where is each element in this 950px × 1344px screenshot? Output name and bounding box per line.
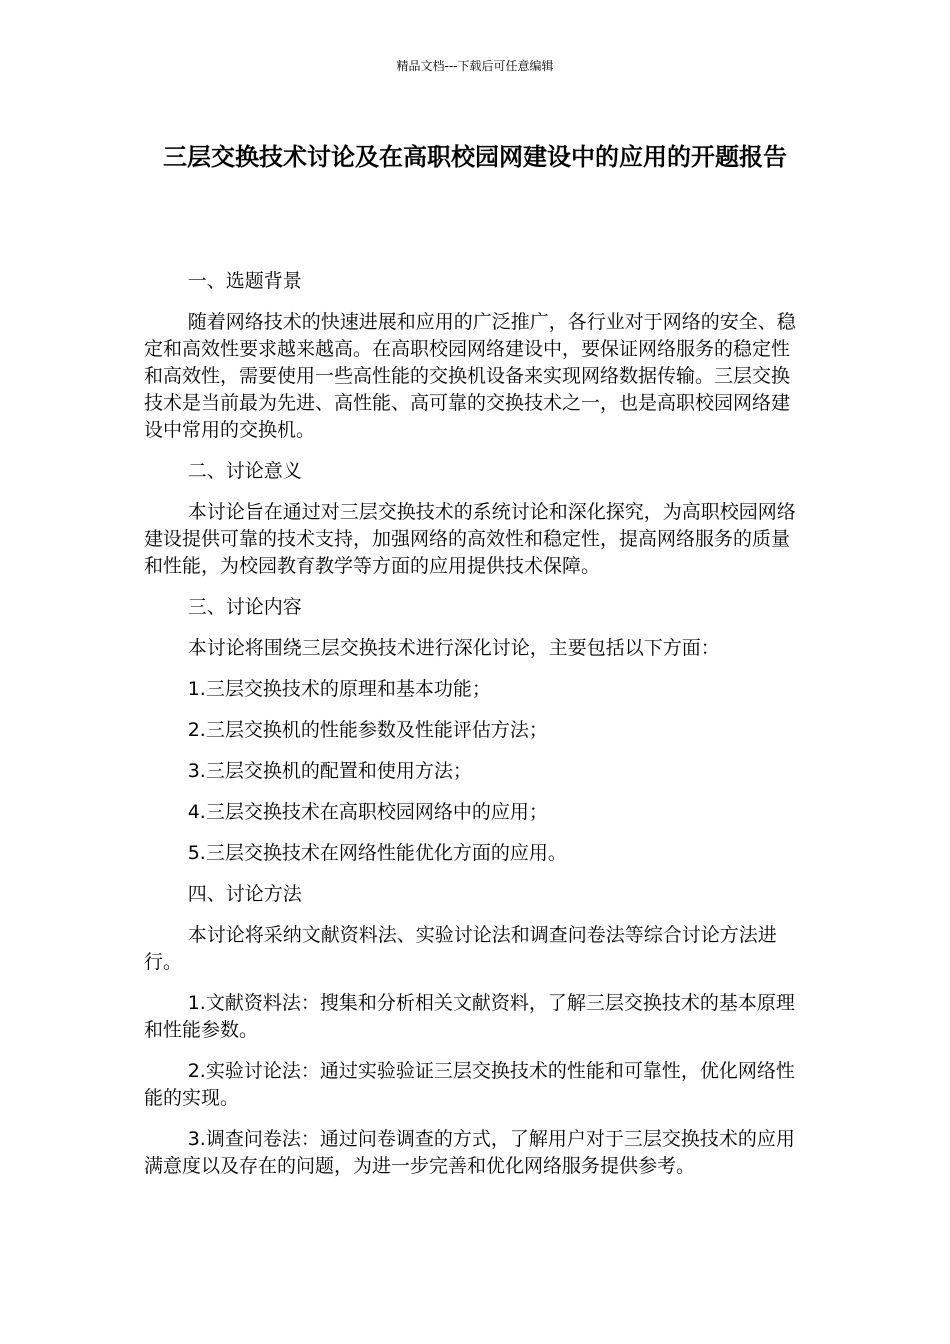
methods-list-item: 1.文献资料法：搜集和分析相关文献资料，了解三层交换技术的基本原理和性能参数。: [144, 992, 795, 1041]
significance-paragraph: 本讨论旨在通过对三层交换技术的系统讨论和深化探究，为高职校园网络建设提供可靠的技术支持，加强网络的高效性和稳定性，提高网络服务的质量和性能，为校园教育教学等方面的应用提供技术保障。: [144, 501, 796, 577]
methods-list-item: 2.实验讨论法：通过实验验证三层交换技术的性能和可靠性，优化网络性能的实现。: [144, 1060, 795, 1109]
content-list-item: 1.三层交换技术的原理和基本功能；: [187, 678, 491, 700]
content-list-item: 4.三层交换技术在高职校园网络中的应用；: [187, 801, 548, 823]
document-body: [144, 268, 796, 1194]
content-list-item: 5.三层交换技术在网络性能优化方面的应用。: [187, 842, 567, 864]
content-intro: 本讨论将围绕三层交换技术进行深化讨论，主要包括以下方面：: [187, 637, 720, 659]
section-heading-significance: 二、讨论意义: [187, 460, 302, 482]
document-title: 三层交换技术讨论及在高职校园网建设中的应用的开题报告: [163, 143, 787, 171]
methods-list-item: 3.调查问卷法：通过问卷调查的方式，了解用户对于三层交换技术的应用满意度以及存在的问题，为进一步完善和优化网络服务提供参考。: [144, 1128, 795, 1177]
content-list-item: 3.三层交换机的配置和使用方法；: [187, 760, 472, 782]
methods-intro: 本讨论将采纳文献资料法、实验讨论法和调查问卷法等综合讨论方法进行。: [144, 924, 777, 973]
section-heading-methods: 四、讨论方法: [187, 883, 302, 905]
section-heading-content: 三、讨论内容: [187, 596, 302, 618]
page-header: 精品文档---下载后可任意编辑: [396, 59, 554, 73]
section-heading-background: 一、选题背景: [187, 270, 302, 292]
content-list-item: 2.三层交换机的性能参数及性能评估方法；: [187, 719, 548, 741]
background-paragraph: 随着网络技术的快速进展和应用的广泛推广，各行业对于网络的安全、稳定和高效性要求越来越高。在高职校园网络建设中，要保证网络服务的稳定性和高效性，需要使用一些高性能的交换机设备来实现网络数据传输。三层交换技术是当前最为先进、高性能、高可靠的交换技术之一，也是高职校园网络建设中常用的交换机。: [144, 311, 796, 441]
